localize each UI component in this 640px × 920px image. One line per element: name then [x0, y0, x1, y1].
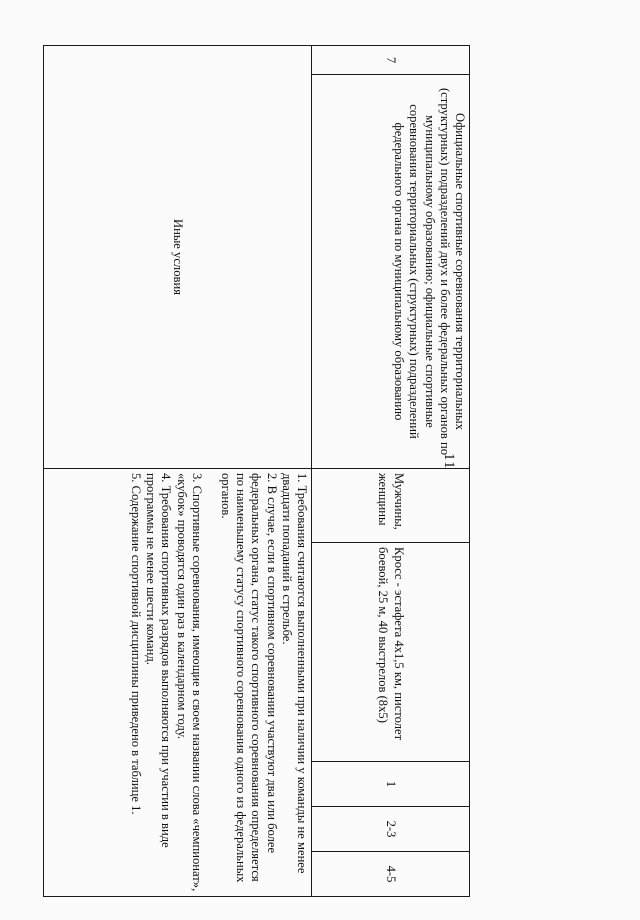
- other-conditions-label: Иные условия: [44, 46, 312, 469]
- condition-item: 5. Содержание спортивной дисциплины приведено в таблице 1.: [128, 473, 143, 815]
- condition-item: 4. Требования спортивных разрядов выполняются при участии в виде программы не менее шести команд.: [144, 473, 174, 848]
- table-row: [44, 46, 312, 897]
- discipline-cell: Кросс - эстафета 4х1,5 км, пистолет боевой, 25 м, 40 выстрелов (8х5): [312, 543, 470, 762]
- table-row: [312, 46, 470, 897]
- condition-item: 3. Спортивные соревнования, имеющие в своем названии слова «чемпионат», «кубок» проводятся один раз в календарном году.: [174, 473, 204, 892]
- spacer: [204, 473, 218, 892]
- condition-item: 2. В случае, если в спортивном соревновании участвуют два или более федеральных органа, статус такого спортивного соревнования определяется по наименьшему статусу спортивного соревнования одного из федеральных органов.: [218, 473, 279, 883]
- row-number: 7: [312, 46, 470, 75]
- sex-cell: Мужчины, женщины: [312, 469, 470, 543]
- rank-cell: 1: [312, 762, 470, 807]
- condition-item: 1. Требования считаются выполненными при наличии у команды не менее двадцати попаданий в стрельбе.: [279, 473, 309, 874]
- other-conditions-text: [44, 469, 312, 897]
- competition-name: Официальные спортивные соревнования территориальных (структурных) подразделений двух и более федеральных органов по муниципальному образованию; официальные спортивные соревнования территориальных (структурных) подразделений федерального органа по муниципальному образованию: [312, 75, 470, 469]
- requirements-table: [43, 45, 470, 897]
- rank-cell: 4-5: [312, 852, 470, 897]
- page-number: 11: [441, 453, 457, 470]
- rank-cell: 2-3: [312, 807, 470, 852]
